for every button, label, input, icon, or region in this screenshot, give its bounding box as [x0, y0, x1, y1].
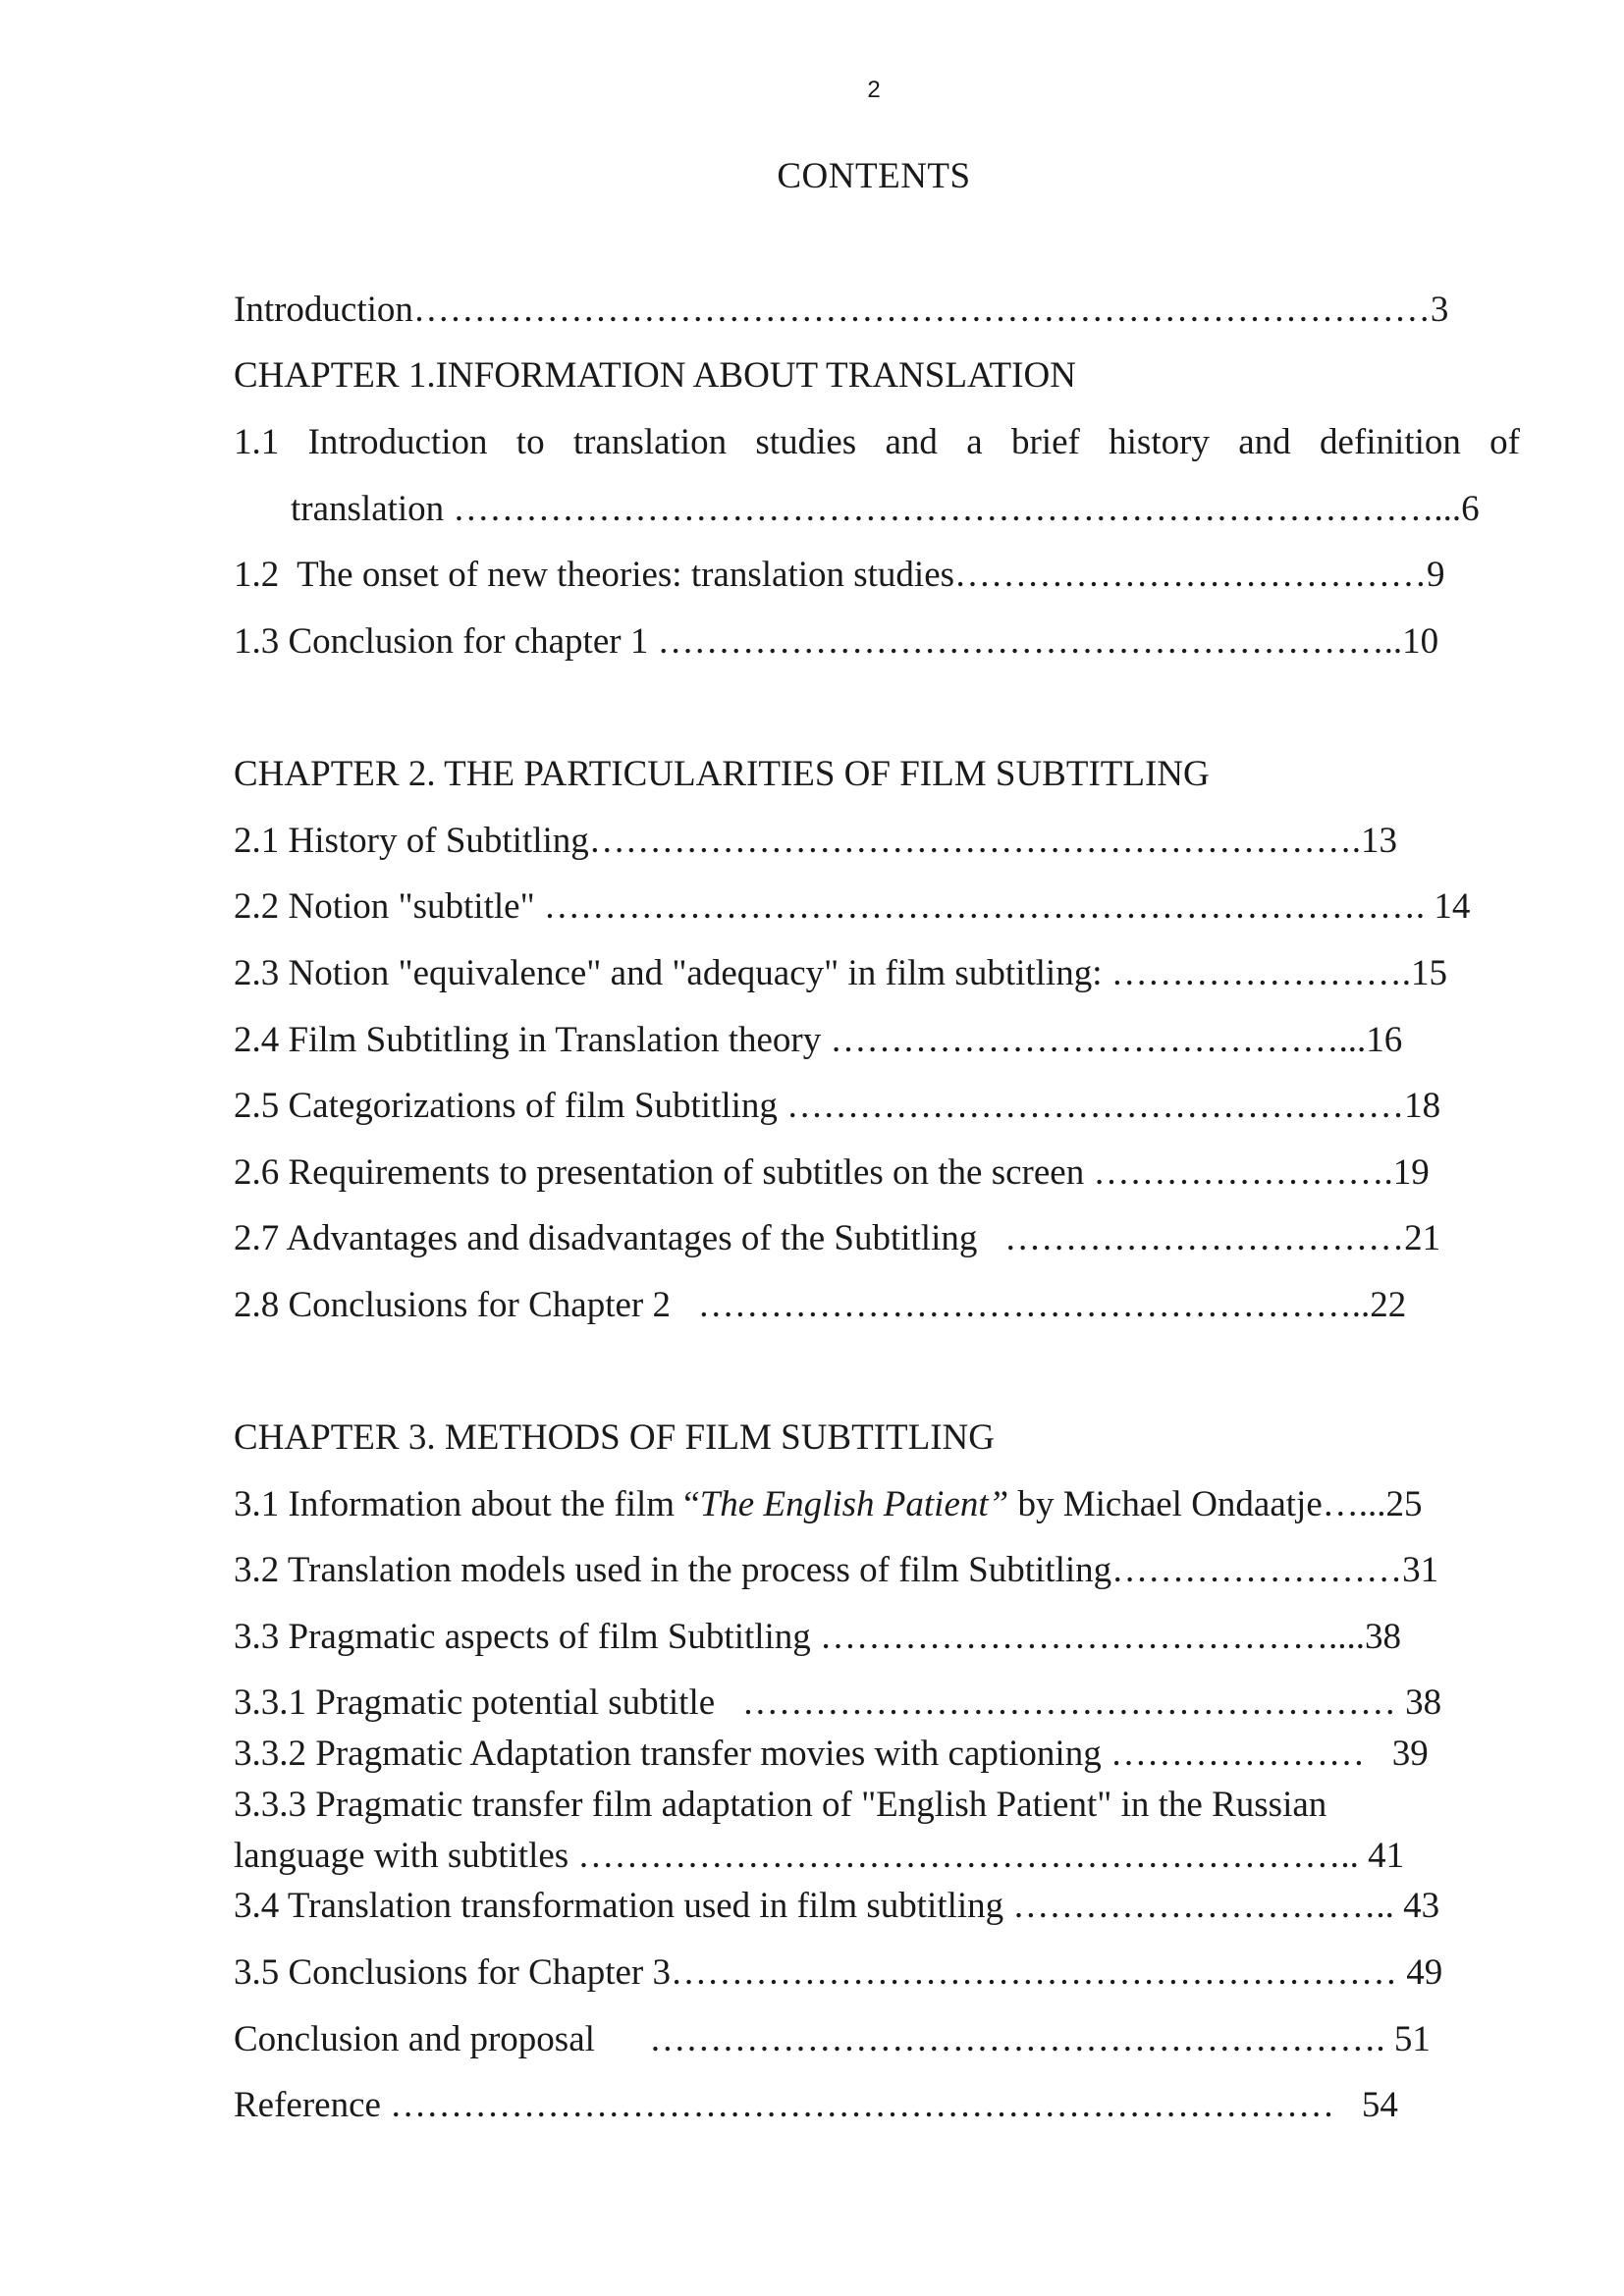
toc-entry-3-1-suffix: by Michael Ondaatje…...25 — [1008, 1484, 1423, 1524]
toc-entry-3-4: 3.4 Translation transformation used in film subtitling ………………………….. 43 — [234, 1886, 1440, 1926]
toc-entry-1-1-line1: 1.1 Introduction to translation studies and a brief history and definition of — [234, 422, 1520, 462]
toc-entry-3-3-3-line1: 3.3.3 Pragmatic transfer film adaptation of "English Patient" in the Russian — [234, 1785, 1327, 1825]
toc-entry-conclusion: Conclusion and proposal ……………………………………………………. 51 — [234, 2019, 1431, 2059]
toc-chapter-3-heading: CHAPTER 3. METHODS OF FILM SUBTITLING — [234, 1417, 995, 1458]
page-number: 2 — [867, 77, 881, 103]
toc-entry-reference: Reference …………………………………………………………………… 54 — [234, 2085, 1398, 2125]
toc-entry-2-5: 2.5 Categorizations of film Subtitling ……………………………………………18 — [234, 1086, 1441, 1126]
toc-entry-3-3-1: 3.3.1 Pragmatic potential subtitle ……………………………………………… 38 — [234, 1682, 1442, 1723]
toc-entry-1-1-line2: translation ………………………………………………………………………...6 — [291, 489, 1480, 529]
toc-entry-2-7: 2.7 Advantages and disadvantages of the Subtitling ……………………………21 — [234, 1218, 1441, 1258]
toc-entry-2-8: 2.8 Conclusions for Chapter 2 ………………………………………………..22 — [234, 1285, 1407, 1325]
toc-entry-3-2: 3.2 Translation models used in the process of film Subtitling……………………31 — [234, 1550, 1439, 1590]
toc-entry-1-2: 1.2 The onset of new theories: translation studies…………………………………9 — [234, 555, 1445, 595]
toc-chapter-1-heading: CHAPTER 1.INFORMATION ABOUT TRANSLATION — [234, 355, 1076, 396]
toc-entry-3-3-2: 3.3.2 Pragmatic Adaptation transfer movies with captioning ………………… 39 — [234, 1734, 1429, 1774]
toc-entry-3-3-3-line2: language with subtitles ……………………………………………………….. 41 — [234, 1836, 1405, 1876]
toc-entry-2-4: 2.4 Film Subtitling in Translation theory ……………………………………...16 — [234, 1020, 1403, 1060]
page-title: CONTENTS — [777, 156, 971, 196]
toc-entry-3-1-prefix: 3.1 Information about the film “ — [234, 1484, 700, 1524]
toc-entry-introduction: Introduction…………………………………………………………………………3 — [234, 290, 1449, 330]
toc-entry-3-1-film-title: The English Patient” — [699, 1484, 1009, 1524]
toc-entry-3-1 — [234, 1483, 1423, 1526]
toc-entry-1-3: 1.3 Conclusion for chapter 1 ……………………………………………………..10 — [234, 621, 1439, 662]
toc-entry-3-5: 3.5 Conclusions for Chapter 3…………………………………………………… 49 — [234, 1952, 1443, 1993]
toc-entry-2-3: 2.3 Notion "equivalence" and "adequacy" in film subtitling: …………………….15 — [234, 953, 1447, 993]
toc-entry-2-6: 2.6 Requirements to presentation of subtitles on the screen …………………….19 — [234, 1152, 1430, 1193]
toc-chapter-2-heading: CHAPTER 2. THE PARTICULARITIES OF FILM SUBTITLING — [234, 754, 1210, 794]
toc-entry-2-1: 2.1 History of Subtitling……………………………………………………….13 — [234, 821, 1398, 861]
toc-entry-3-3: 3.3 Pragmatic aspects of film Subtitling ……………………………………....38 — [234, 1617, 1402, 1657]
toc-entry-2-2: 2.2 Notion "subtitle" ………………………………………………………………. 14 — [234, 886, 1471, 927]
